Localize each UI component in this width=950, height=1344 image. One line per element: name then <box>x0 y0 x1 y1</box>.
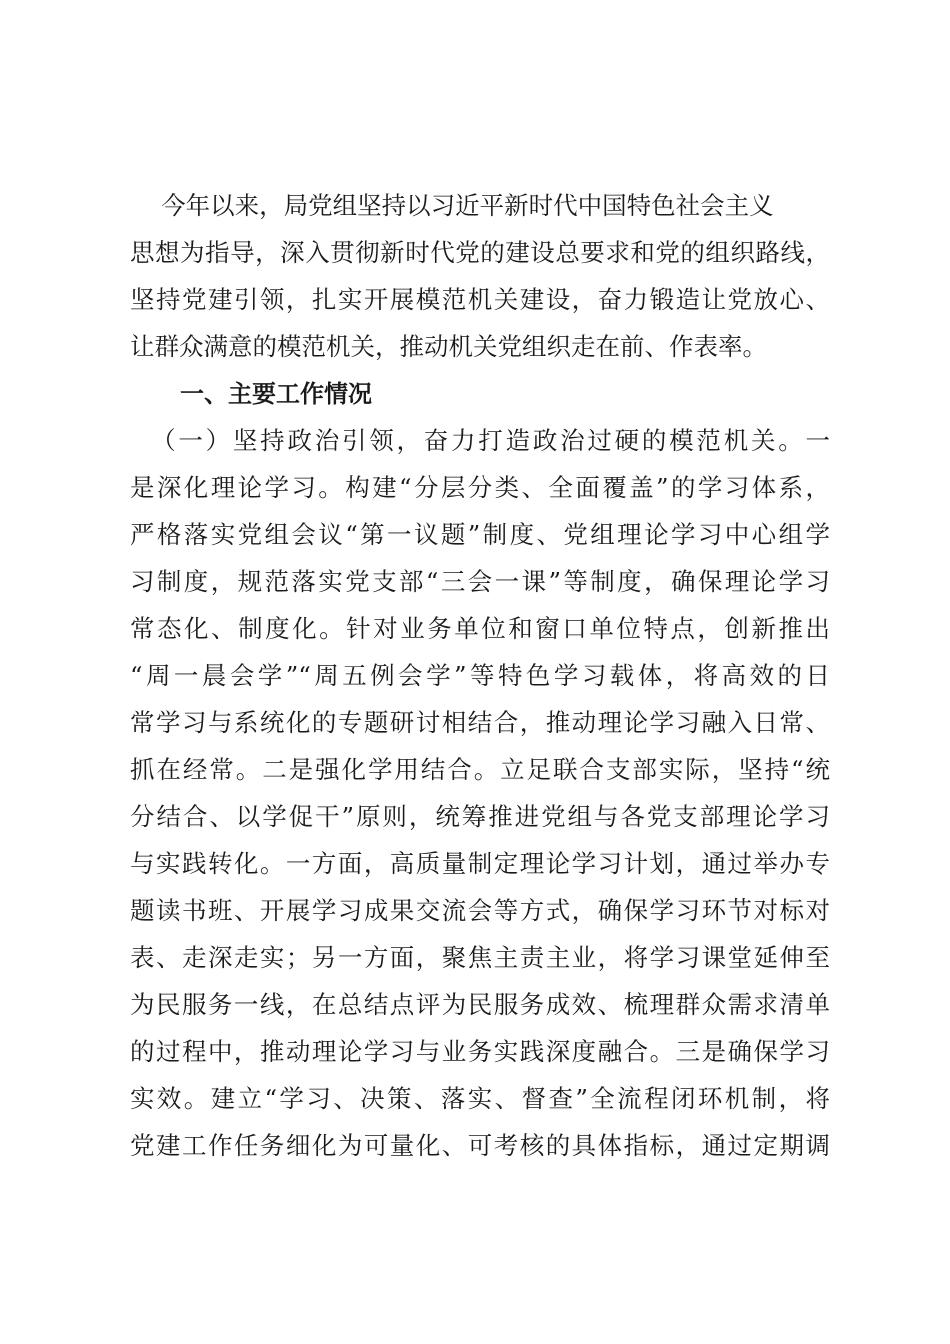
intro-line-4: 让群众满意的模范机关，推动机关党组织走在前、作表率。 <box>130 332 767 361</box>
section-heading: 一、主要工作情况 <box>180 380 372 408</box>
body-line-8: 抓在经常。二是强化学用结合。立足联合支部实际，坚持“统 <box>130 755 830 784</box>
body-line-16: 党建工作任务细化为可量化、可考核的具体指标，通过定期调 <box>130 1131 830 1160</box>
body-line-2: 是深化理论学习。构建“分层分类、全面覆盖”的学习体系， <box>130 473 830 502</box>
body-line-9: 分结合、以学促干”原则，统筹推进党组与各党支部理论学习 <box>130 802 830 831</box>
body-line-7: 常学习与系统化的专题研讨相结合，推动理论学习融入日常、 <box>130 708 830 737</box>
body-line-12: 表、走深走实；另一方面，聚焦主责主业，将学习课堂延伸至 <box>130 943 830 972</box>
intro-line-1: 今年以来，局党组坚持以习近平新时代中国特色社会主义 <box>130 191 774 220</box>
body-line-5: 常态化、制度化。针对业务单位和窗口单位特点，创新推出 <box>130 614 830 643</box>
intro-line-2: 思想为指导，深入贯彻新时代党的建设总要求和党的组织路线， <box>130 238 830 267</box>
body-line-14: 的过程中，推动理论学习与业务实践深度融合。三是确保学习 <box>130 1037 830 1066</box>
body-line-10: 与实践转化。一方面，高质量制定理论学习计划，通过举办专 <box>130 849 830 878</box>
body-line-13: 为民服务一线，在总结点评为民服务成效、梳理群众需求清单 <box>130 990 830 1019</box>
body-line-6: “周一晨会学”“周五例会学”等特色学习载体，将高效的日 <box>130 661 830 690</box>
intro-line-3: 坚持党建引领，扎实开展模范机关建设，奋力锻造让党放心、 <box>130 285 830 314</box>
body-line-1: （一）坚持政治引领，奋力打造政治过硬的模范机关。一 <box>130 426 830 455</box>
body-line-11: 题读书班、开展学习成果交流会等方式，确保学习环节对标对 <box>130 896 830 925</box>
body-line-3: 严格落实党组会议“第一议题”制度、党组理论学习中心组学 <box>130 520 830 549</box>
body-line-4: 习制度，规范落实党支部“三会一课”等制度，确保理论学习 <box>130 567 830 596</box>
body-line-15: 实效。建立“学习、决策、落实、督查”全流程闭环机制，将 <box>130 1084 830 1113</box>
